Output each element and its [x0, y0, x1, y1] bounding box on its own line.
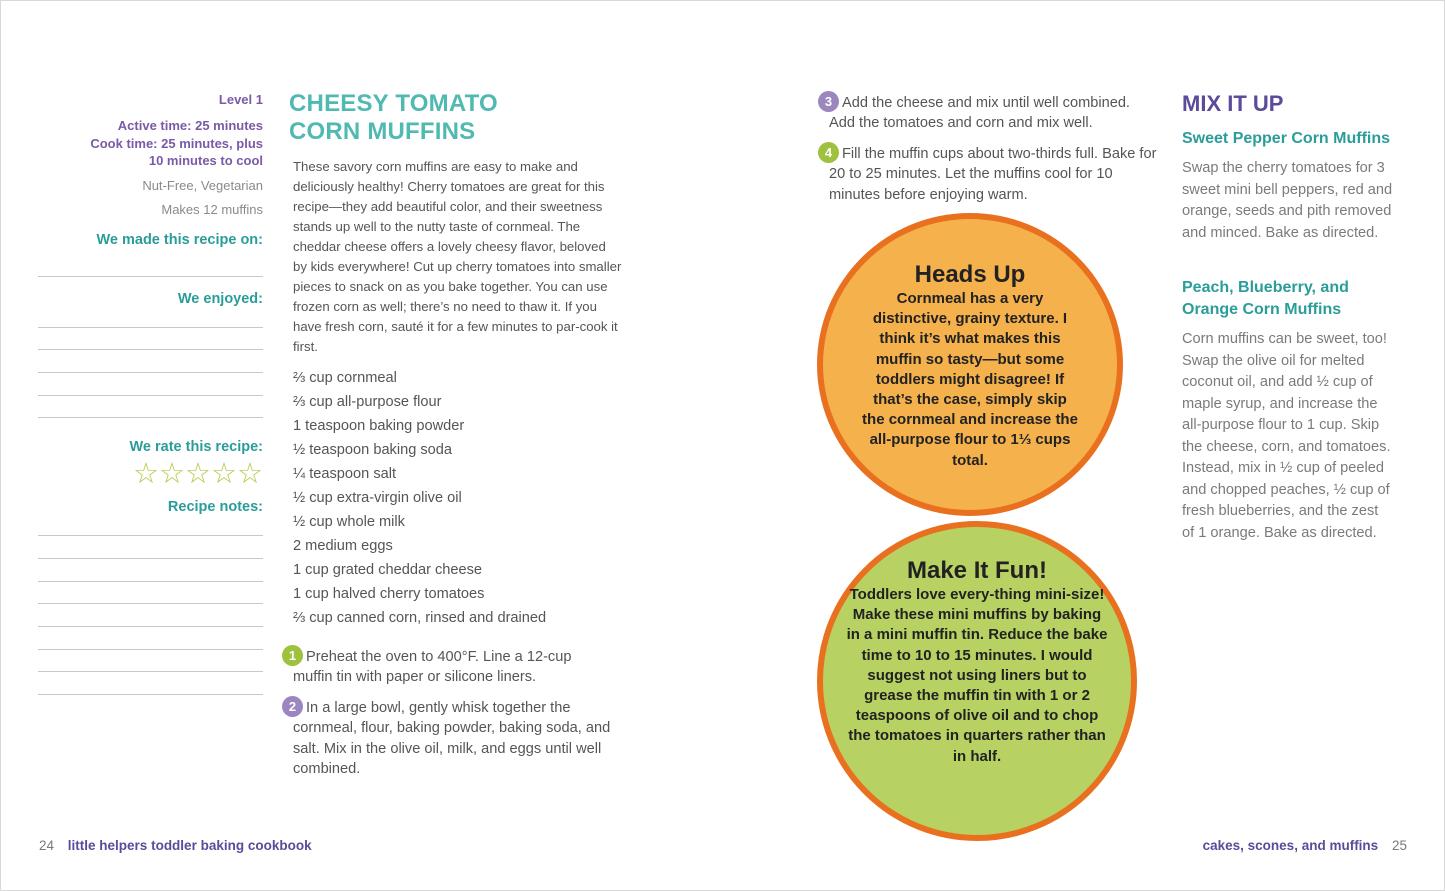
right-footer — [1203, 838, 1407, 854]
chapter-title: cakes, scones, and muffins — [1202, 838, 1379, 853]
step-text: In a large bowl, gently whisk together the cornmeal, flour, baking powder, baking soda, and salt. Mix in the olive oil, milk, and eggs until well combined. — [293, 700, 611, 777]
active-time: Active time: 25 minutes — [117, 118, 263, 133]
mix-it-up-heading: MIX IT UP — [1182, 91, 1284, 116]
make-it-fun-callout — [817, 521, 1137, 841]
step-number-badge: 1 — [282, 645, 303, 666]
variation-2-title: Peach, Blueberry, and Orange Corn Muffins — [1182, 279, 1349, 318]
enjoyed-heading: We enjoyed: — [177, 290, 263, 307]
made-on-heading: We made this recipe on: — [96, 231, 263, 248]
left-page-number: 24 — [39, 838, 55, 853]
write-line — [38, 328, 263, 351]
step-2 — [288, 696, 613, 779]
step-number-badge: 2 — [282, 696, 303, 717]
enjoyed-lines — [38, 308, 263, 419]
ingredient-item: 1 cup grated cheddar cheese — [293, 562, 483, 578]
write-line — [38, 373, 263, 396]
heads-up-text: Cornmeal has a very distinctive, grainy texture. I think it’s what makes this muffin so tasty—but some toddlers might disagree! If that’s the case, simply skip the cornmeal and increase the all-purpose flour to 1⅓ cups total. — [862, 290, 1078, 469]
write-line — [38, 559, 263, 582]
write-line — [38, 536, 263, 559]
step-number-badge: 3 — [818, 91, 839, 112]
yield-label: Makes 12 muffins — [161, 201, 263, 217]
ingredient-item: 1 cup halved cherry tomatoes — [293, 586, 485, 602]
title-line-1: CHEESY TOMATO — [289, 90, 498, 117]
heads-up-title: Heads Up — [914, 261, 1026, 288]
recipe-sidebar — [38, 92, 263, 695]
cool-time: 10 minutes to cool — [148, 153, 263, 168]
make-it-fun-title: Make It Fun! — [906, 557, 1047, 584]
write-line — [38, 627, 263, 650]
write-line — [38, 604, 263, 627]
recipe-times — [38, 117, 263, 170]
variation-1-text: Swap the cherry tomatoes for 3 sweet mini bell peppers, red and orange, seeds and pith removed and minced. Bake as directed. — [1182, 160, 1393, 241]
step-text: Add the cheese and mix until well combined. Add the tomatoes and corn and mix well. — [829, 95, 1130, 132]
step-3 — [824, 91, 1154, 134]
ingredient-item: ½ cup extra-virgin olive oil — [293, 490, 462, 506]
notes-heading: Recipe notes: — [167, 499, 263, 516]
write-line — [38, 516, 263, 536]
ingredient-item: 2 medium eggs — [293, 538, 393, 554]
step-text: Fill the muffin cups about two-thirds full. Bake for 20 to 25 minutes. Let the muffins cool for 10 minutes before enjoying warm. — [829, 146, 1157, 203]
write-line — [38, 672, 263, 695]
step-1 — [288, 645, 603, 688]
write-line — [38, 350, 263, 373]
ingredient-item: ⅔ cup cornmeal — [293, 370, 397, 386]
write-line — [38, 650, 263, 673]
ingredient-item: ¼ teaspoon salt — [293, 466, 397, 482]
make-it-fun-text: Toddlers love every-thing mini-size! Make these mini muffins by baking in a mini muffin tin. Reduce the bake time to 10 to 15 minutes. I would suggest not using liners but to grease the muffin tin with 1 or 2 teaspoons of olive oil and to chop the tomatoes in quarters rather than in half. — [846, 586, 1108, 765]
ingredient-item: 1 teaspoon baking powder — [293, 418, 465, 434]
step-4 — [824, 142, 1159, 205]
step-number-badge: 4 — [818, 142, 839, 163]
ingredient-item: ⅔ cup canned corn, rinsed and drained — [293, 610, 547, 626]
variation-2-text: Corn muffins can be sweet, too! Swap the olive oil for melted coconut oil, and add ½ cup of maple syrup, and increase the all-purpose flour to 1 cup. Skip the cheese, corn, and tomatoes. Instead, mix in ½ cup of peeled and chopped peaches, ½ cup of fresh blueberries, and the zest of 1 orange. Bake as directed. — [1182, 331, 1391, 541]
step-text: Preheat the oven to 400°F. Line a 12-cup muffin tin with paper or silicone liners. — [293, 649, 572, 686]
ingredient-item: ⅔ cup all-purpose flour — [293, 394, 442, 410]
ingredient-item: ½ teaspoon baking soda — [293, 442, 453, 458]
write-line — [38, 308, 263, 328]
write-line — [38, 249, 263, 277]
right-page-number: 25 — [1391, 838, 1407, 853]
write-line — [38, 582, 263, 605]
ingredient-list — [293, 366, 546, 630]
made-on-lines — [38, 249, 263, 277]
title-line-2: CORN MUFFINS — [289, 118, 476, 145]
diet-label: Nut-Free, Vegetarian — [142, 177, 263, 193]
rating-stars-icon: ☆☆☆☆☆ — [133, 458, 263, 491]
notes-lines — [38, 516, 263, 695]
rate-heading: We rate this recipe: — [129, 439, 263, 456]
book-title: little helpers toddler baking cookbook — [67, 838, 312, 853]
recipe-intro: These savory corn muffins are easy to make and deliciously healthy! Cherry tomatoes are great for this recipe—they add beautiful color, and their sweetness stands up well to the nutty taste of cornmeal. The cheddar cheese offers a lovely cheesy flavor, beloved by kids everywhere! Cut up cherry tomatoes into smaller pieces to snack on as you bake together. You can use frozen corn as well; there’s no need to thaw it. If you have fresh corn, sauté it for a few minutes to par-cook it first. — [293, 159, 622, 354]
variation-1-title: Sweet Pepper Corn Muffins — [1182, 130, 1391, 147]
level-label: Level 1 — [218, 92, 263, 107]
ingredient-item: ½ cup whole milk — [293, 514, 405, 530]
heads-up-callout — [817, 213, 1123, 516]
recipe-title — [289, 90, 498, 146]
left-footer — [39, 838, 312, 854]
cook-time: Cook time: 25 minutes, plus — [90, 135, 263, 151]
write-line — [38, 396, 263, 419]
